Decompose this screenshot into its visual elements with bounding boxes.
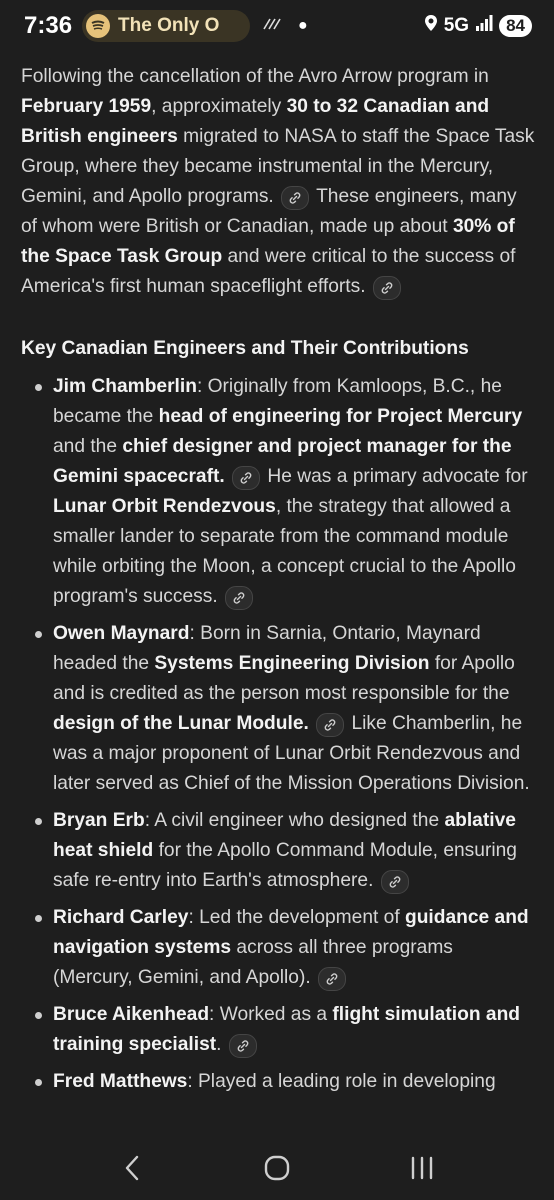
text-run: across all three programs (Mercury, Gemini, and Apollo). (53, 937, 453, 988)
home-button[interactable] (257, 1148, 297, 1188)
list-item (21, 372, 537, 612)
home-icon (263, 1154, 291, 1182)
battery-indicator: 84 (499, 15, 532, 37)
bold-text: ablative heat shield (53, 810, 516, 861)
bold-text: Richard Carley (53, 907, 189, 928)
media-pill[interactable] (82, 10, 250, 42)
bold-text: Bryan Erb (53, 810, 145, 831)
text-run: : Played a leading role in developing (187, 1071, 496, 1092)
text-run: Like Chamberlin, he was a major proponent of Lunar Orbit Rendezvous and later served as Chief of the Mission Operations Division. (53, 713, 530, 794)
section-heading: Key Canadian Engineers and Their Contributions (21, 338, 469, 359)
spotify-icon (86, 14, 110, 38)
status-bar (0, 0, 554, 52)
bold-text: 30 to 32 Canadian and British engineers (21, 96, 490, 147)
bold-text: Systems Engineering Division (154, 653, 430, 674)
text-run: , the strategy that allowed a smaller lander to separate from the command module while orbiting the Moon, a concept crucial to the Apollo program's success. (53, 496, 516, 607)
location-icon (424, 14, 438, 38)
signal-icon (475, 15, 493, 37)
bold-text: Owen Maynard (53, 623, 190, 644)
status-right (424, 14, 532, 38)
status-time: 7:36 (24, 12, 73, 39)
bold-text: design of the Lunar Module. (53, 713, 309, 734)
text-run: : Worked as a (209, 1004, 333, 1025)
bold-text: head of engineering for Project Mercury (158, 406, 523, 427)
text-run: , approximately (151, 96, 287, 117)
bold-text: Bruce Aikenhead (53, 1004, 210, 1025)
media-title: The Only O (118, 15, 220, 36)
text-run: and were critical to the success of America's first human spaceflight efforts. (21, 246, 516, 297)
recents-button[interactable] (402, 1148, 442, 1188)
bold-text: Lunar Orbit Rendezvous (53, 496, 276, 517)
bold-text: February 1959 (21, 96, 152, 117)
text-run: Following the cancellation of the Avro Arrow program in (21, 66, 489, 87)
text-run: : Originally from Kamloops, B.C., he became the (53, 376, 502, 427)
bold-text: Jim Chamberlin (53, 376, 197, 397)
text-run (225, 466, 230, 487)
source-link-icon[interactable] (225, 586, 253, 610)
source-link-icon[interactable] (373, 276, 401, 300)
text-run: for the Apollo Command Module, ensuring safe re-entry into Earth's atmosphere. (53, 840, 517, 891)
bold-text: chief designer and project manager for the Gemini spacecraft. (53, 436, 512, 487)
list-item (21, 806, 537, 896)
list-item (21, 1067, 537, 1097)
source-link-icon[interactable] (318, 967, 346, 991)
back-button[interactable] (112, 1148, 152, 1188)
engineer-list (21, 372, 537, 1097)
list-item (21, 1000, 537, 1060)
dot-icon: ● (298, 17, 308, 34)
intro-paragraph (21, 62, 537, 302)
network-label: 5G (443, 15, 470, 36)
article-content (21, 62, 537, 1104)
text-run: . (216, 1034, 227, 1055)
text-run: : A civil engineer who designed the (144, 810, 445, 831)
text-run: and the (53, 436, 123, 457)
text-run: : Led the development of (188, 907, 405, 928)
source-link-icon[interactable] (381, 870, 409, 894)
recents-icon (410, 1155, 434, 1181)
list-item (21, 903, 537, 993)
text-run (309, 713, 314, 734)
bold-text: flight simulation and training specialist (53, 1004, 521, 1055)
pattern-icon (262, 17, 284, 36)
source-link-icon[interactable] (281, 186, 309, 210)
back-icon (122, 1154, 142, 1182)
text-run: These engineers, many of whom were British or Canadian, made up about (21, 186, 517, 237)
bold-text: Fred Matthews (53, 1071, 188, 1092)
bold-text: guidance and navigation systems (53, 907, 529, 958)
text-run: migrated to NASA to staff the Space Task Group, where they became instrumental in the Mercury, Gemini, and Apollo programs. (21, 126, 535, 207)
text-run: : Born in Sarnia, Ontario, Maynard headed the (53, 623, 481, 674)
navigation-bar (0, 1136, 554, 1200)
text-run: for Apollo and is credited as the person most responsible for the (53, 653, 515, 704)
source-link-icon[interactable] (229, 1034, 257, 1058)
bold-text: 30% of the Space Task Group (21, 216, 515, 267)
source-link-icon[interactable] (232, 466, 260, 490)
list-item (21, 619, 537, 799)
source-link-icon[interactable] (316, 713, 344, 737)
text-run: He was a primary advocate for (262, 466, 528, 487)
